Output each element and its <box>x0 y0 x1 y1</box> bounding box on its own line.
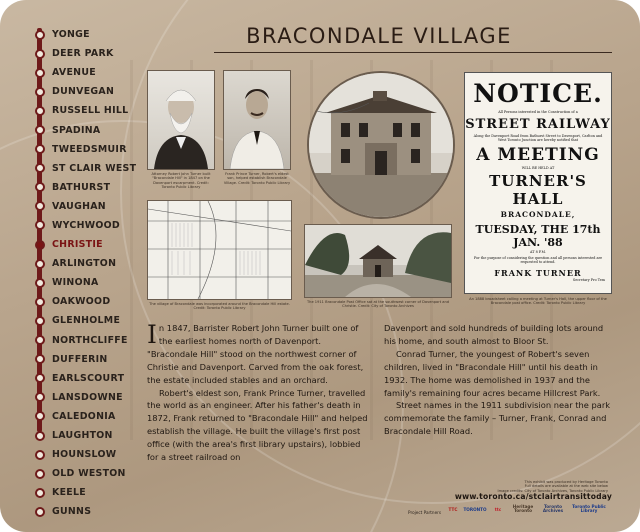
route-stop <box>30 311 140 330</box>
notice-place: BRACONDALE, <box>500 210 576 219</box>
stop-marker-icon <box>35 316 45 326</box>
route-stop-label: ST CLAIR WEST <box>52 162 137 174</box>
website-link[interactable]: www.toronto.ca/stclairtransittoday <box>454 492 612 501</box>
stop-marker-icon <box>35 259 45 269</box>
route-stop-label: WYCHWOOD <box>52 219 120 231</box>
paragraph-3: Davenport and sold hundreds of building lots around his home, and south almost to Bloor St. <box>384 323 604 346</box>
notice-headline-meeting: A MEETING <box>476 145 600 165</box>
stop-marker-icon <box>35 182 45 192</box>
route-stop-label: OAKWOOD <box>52 296 111 308</box>
stop-marker-icon <box>35 125 45 135</box>
stop-marker-icon <box>35 87 45 97</box>
partner-logo: ttc <box>494 506 502 512</box>
notice-intro: All Persons interested in the Construction of a <box>498 110 578 114</box>
notice-held: WILL BE HELD AT <box>521 166 555 170</box>
notice-heading: NOTICE. <box>473 79 603 108</box>
route-stop <box>30 388 140 407</box>
route-stop <box>30 426 140 445</box>
route-stop-list <box>30 25 140 521</box>
notice-signature: FRANK TURNER <box>494 268 582 278</box>
portrait-frank-image <box>224 71 290 169</box>
route-stop-label: HOUNSLOW <box>52 449 117 461</box>
partner-logo: Toronto Public Library <box>572 503 606 513</box>
title-rule <box>214 52 612 53</box>
stop-marker-icon <box>35 106 45 116</box>
route-stop <box>30 101 140 120</box>
route-stop <box>30 82 140 101</box>
stop-marker-icon <box>35 469 45 479</box>
route-stop-label: NORTHCLIFFE <box>52 334 128 346</box>
stop-marker-icon <box>35 163 45 173</box>
route-stop <box>30 25 140 44</box>
route-stop <box>30 140 140 159</box>
stop-marker-icon <box>35 507 45 517</box>
portrait-robert-turner <box>147 70 215 170</box>
route-stop <box>30 159 140 178</box>
notice-purpose: For the purpose of considering the question and all persons interested are requested to attend. <box>473 256 603 264</box>
body-column-2 <box>384 322 612 438</box>
stop-marker-icon <box>35 49 45 59</box>
stop-marker-icon <box>35 297 45 307</box>
page-title: BRACONDALE VILLAGE <box>246 24 512 48</box>
route-stop <box>30 197 140 216</box>
route-stop <box>30 63 140 82</box>
notice-broadsheet <box>464 72 612 294</box>
route-stop-label: WINONA <box>52 277 99 289</box>
stop-marker-icon <box>35 335 45 345</box>
route-stop-label: OLD WESTON <box>52 468 126 480</box>
route-stop-label: GUNNS <box>52 506 92 518</box>
credit-line: This exhibit was produced by Heritage Toronto <box>524 480 608 484</box>
route-stop <box>30 483 140 502</box>
route-stop <box>30 369 140 388</box>
route-stop-label: RUSSELL HILL <box>52 105 129 117</box>
route-stop-label: BATHURST <box>52 181 111 193</box>
route-stop <box>30 445 140 464</box>
route-stop-label: DUNVEGAN <box>52 86 115 98</box>
route-stop <box>30 407 140 426</box>
route-stop-label: ARLINGTON <box>52 258 117 270</box>
map-image <box>148 201 291 299</box>
stop-marker-icon <box>35 68 45 78</box>
route-stop-label: AVENUE <box>52 67 96 79</box>
notice-time: AT 8 P.M. <box>529 250 547 254</box>
stop-marker-icon <box>35 354 45 364</box>
route-stop <box>30 273 140 292</box>
route-stop <box>30 502 140 521</box>
notice-venue: TURNER'S HALL <box>489 172 587 208</box>
route-stop-label: KEELE <box>52 487 86 499</box>
notice-detail: Along the Davenport Road from Bathurst Street to Davenport, Carlton and West Toronto Junction are hereby notified that <box>473 134 603 142</box>
stop-marker-icon <box>35 411 45 421</box>
route-stop-label: CHRISTIE <box>52 239 103 251</box>
route-stop <box>30 216 140 235</box>
route-stop <box>30 292 140 311</box>
notice-headline-railway: STREET RAILWAY <box>465 117 611 132</box>
caption-notice: An 1888 broadsheet calling a meeting at Turner's Hall, the upper floor of the Bracondale post office. Credit: Toronto Public Library <box>469 297 607 306</box>
paragraph-4: Conrad Turner, the youngest of Robert's seven children, lived in "Bracondale Hill" until his death in 1932. The home was demolished in 1937 and the family's remaining four acres became Hillcrest Park. <box>384 348 601 398</box>
drop-cap: I <box>147 320 157 349</box>
route-stop <box>30 254 140 273</box>
caption-post-office: The 1911 Bracondale Post Office sat at the southwest corner of Davenport and Christie. Credit: City of Toronto Archives <box>306 300 450 309</box>
paragraph-1: n 1847, Barrister Robert John Turner built one of the earliest homes north of Davenport. "Bracondale Hill" stood on the northwest corner of Christie and Davenport. Carved from the oak forest, the estate included stables and an orchard. <box>147 323 364 385</box>
route-stop-label: TWEEDSMUIR <box>52 143 127 155</box>
route-stop <box>30 350 140 369</box>
route-stop-label: SPADINA <box>52 124 101 136</box>
partner-logo: Heritage Toronto <box>512 503 534 513</box>
route-stop-label: EARLSCOURT <box>52 372 125 384</box>
route-stop <box>30 235 140 254</box>
stop-marker-icon <box>35 278 45 288</box>
stop-marker-icon <box>35 488 45 498</box>
route-stop-label: GLENHOLME <box>52 315 121 327</box>
stop-marker-icon <box>35 30 45 40</box>
house-image <box>309 73 453 217</box>
route-stop-label: VAUGHAN <box>52 200 106 212</box>
caption-robert: Attorney Robert John Turner built "Bracondale Hill" in 1847 on the Davenport escarpment. Credit: Toronto Public Library <box>151 172 211 190</box>
stop-marker-icon <box>35 392 45 402</box>
route-stop <box>30 120 140 139</box>
notice-signature-title: Secretary Pro Tem <box>572 278 605 282</box>
body-column-1 <box>147 322 369 464</box>
caption-frank: Frank Prince Turner, Robert's eldest son, helped establish Bracondale Village. Credit: Toronto Public Library <box>223 172 291 185</box>
photo-bracondale-hill-house <box>307 71 455 219</box>
route-stop <box>30 178 140 197</box>
credit-line: Full details are available at the web site below <box>524 484 608 489</box>
stop-marker-icon <box>35 450 45 460</box>
partner-logo: Toronto Archives <box>542 503 564 513</box>
map-bracondale-subdivision <box>147 200 292 300</box>
route-stop-label: LAUGHTON <box>52 430 113 442</box>
post-office-image <box>305 225 451 297</box>
route-stop-label: DUFFERIN <box>52 353 108 365</box>
route-stop <box>30 464 140 483</box>
route-stop-label: CALEDONIA <box>52 410 116 422</box>
route-stop <box>30 44 140 63</box>
stop-marker-icon <box>35 144 45 154</box>
route-stop-label: DEER PARK <box>52 48 114 60</box>
route-stop-label: YONGE <box>52 29 90 41</box>
stop-marker-icon <box>35 431 45 441</box>
stop-marker-icon <box>35 201 45 211</box>
portrait-robert-image <box>148 71 214 169</box>
photo-post-office <box>304 224 452 298</box>
partner-logo: TTC <box>448 506 458 512</box>
credit-line: Image credits: City of Toronto Archives, Toronto Public Library <box>497 488 608 493</box>
partner-logo: TORONTO <box>463 506 487 512</box>
portrait-frank-turner <box>223 70 291 170</box>
paragraph-5: Street names in the 1911 subdivision near the park commemorate the family – Turner, Frank, Conrad and Bracondale Hill Road. <box>384 400 611 437</box>
route-stop-label: LANSDOWNE <box>52 391 123 403</box>
partners-label: Project Partners <box>408 510 442 515</box>
stop-marker-icon <box>35 220 45 230</box>
stop-marker-icon <box>35 240 45 250</box>
caption-map: The village of Bracondale was incorporated around the Bracondale Hill estate. Credit: Toronto Public Library <box>149 302 290 311</box>
paragraph-2: Robert's eldest son, Frank Prince Turner, travelled the world as an engineer. After his father's death in 1872, Frank returned to "Bracondale Hill" and helped establish the village. He built the village's first post office (with the area's first library upstairs), lobbied for a street railroad on <box>147 387 368 463</box>
route-stop <box>30 331 140 350</box>
notice-date: TUESDAY, THE 17th JAN. '88 <box>475 223 601 249</box>
stop-marker-icon <box>35 373 45 383</box>
